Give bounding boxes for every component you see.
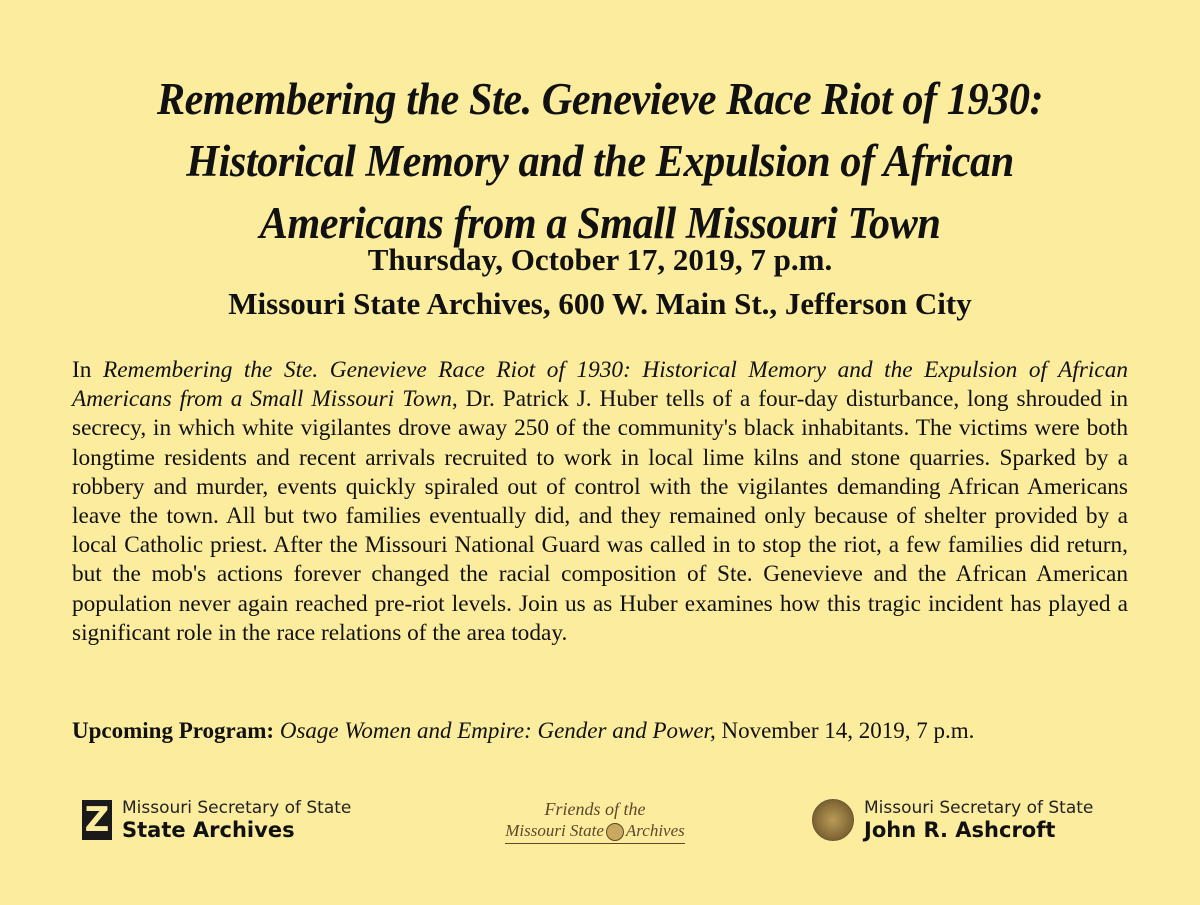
description-intro: In: [72, 357, 103, 383]
left-logo-line2: State Archives: [122, 818, 295, 842]
secretary-of-state-logo: [812, 798, 1093, 842]
title-line-1: Remembering the Ste. Genevieve Race Riot of 1930:: [156, 74, 1044, 124]
center-logo-line2: [505, 820, 685, 844]
state-seal-icon: [812, 799, 854, 841]
book-title: Remembering the Ste. Genevieve Race Riot of 1930: Historical Memory and the Expulsion of African Americans from a Small Missouri Town: [72, 357, 1128, 413]
z-archives-icon: Z: [82, 800, 112, 840]
description-text: , Dr. Patrick J. Huber tells of a four-day disturbance, long shrouded in secrecy, in which white vigilantes drove away 250 of the community's black inhabitants. The victims were both longtime residents and recent arrivals recruited to work in local lime kilns and stone quarries. Sparked by a robbery and murder, events quickly spiraled out of control with the vigilantes demanding African Americans leave the town. All but two families eventually did, and they remained only because of shelter provided by a local Catholic priest. After the Missouri National Guard was called in to stop the riot, a few families did return, but the mob's actions forever changed the racial composition of Ste. Genevieve and the African American population never again reached pre-riot levels. Join us as Huber examines how this tragic incident has played a significant role in the race relations of the area today.: [72, 386, 1129, 646]
flyer-title: [36, 68, 1164, 254]
coin-icon: [606, 823, 624, 841]
title-line-2: Historical Memory and the Expulsion of African: [186, 136, 1014, 186]
upcoming-date: November 14, 2019, 7 p.m.: [715, 718, 975, 743]
right-logo-line2: John R. Ashcroft: [864, 818, 1056, 842]
event-venue: Missouri State Archives, 600 W. Main St., Jefferson City: [228, 286, 972, 321]
title-line-3: Americans from a Small Missouri Town: [259, 198, 941, 248]
event-description: [72, 356, 1128, 648]
center-logo-line1: Friends of the: [544, 799, 646, 819]
upcoming-label: Upcoming Program:: [72, 718, 275, 743]
right-logo-line1: Missouri Secretary of State: [864, 798, 1094, 818]
event-date: Thursday, October 17, 2019, 7 p.m.: [367, 242, 833, 277]
upcoming-title: Osage Women and Empire: Gender and Power,: [279, 718, 716, 743]
footer-logos: [0, 798, 1200, 858]
upcoming-program: [72, 716, 974, 746]
left-logo-line1: Missouri Secretary of State: [122, 798, 352, 818]
state-archives-logo: [82, 798, 351, 842]
friends-archives-logo: [455, 798, 735, 844]
center-logo-line2b: Archives: [625, 821, 685, 840]
center-logo-line2a: Missouri State: [505, 821, 604, 840]
